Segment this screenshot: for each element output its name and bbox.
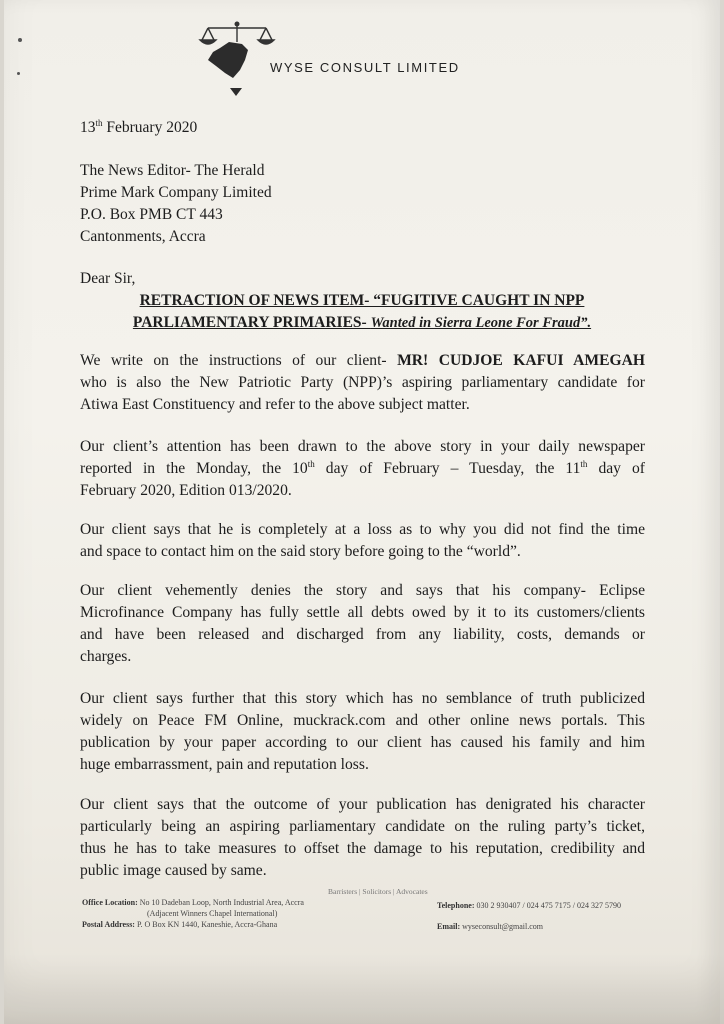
office-location: Office Location: No 10 Dadeban Loop, North Industrial Area, Accra <box>82 898 304 907</box>
punch-hole <box>18 38 22 42</box>
page-shadow <box>4 954 724 1024</box>
footer-tagline: Barristers | Solicitors | Advocates <box>328 887 428 896</box>
postal-address: Postal Address: P. O Box KN 1440, Kaneshie, Accra-Ghana <box>82 920 278 929</box>
paragraph: Our client’s attention has been drawn to the above story in your daily newspaper reported in the Monday, the 10th day of February – Tuesday, the 11th day of February 2020, Edition 013/2020. <box>80 438 645 499</box>
email: Email: wyseconsult@gmail.com <box>437 922 544 931</box>
paragraph: Our client vehemently denies the story and says that his company- Eclipse Microfinance Company has fully settle all debts owed by it to its customers/clients and have been released and discharged from any liability, costs, demands or charges. <box>80 582 645 665</box>
paragraph: Our client says that the outcome of your publication has denigrated his character particularly being an aspiring parliamentary candidate on the ruling party’s ticket, thus he has to take measures to offset the damage to his reputation, credibility and public image caused by same. <box>80 796 645 879</box>
salutation: Dear Sir, <box>80 270 136 287</box>
subject-line: RETRACTION OF NEWS ITEM- “FUGITIVE CAUGHT IN NPP <box>139 292 585 309</box>
recipient-line: P.O. Box PMB CT 443 <box>80 206 223 223</box>
office-location-note: (Adjacent Winners Chapel International) <box>147 909 278 918</box>
scales-of-justice-logo <box>196 20 278 100</box>
company-name: WYSE CONSULT LIMITED <box>270 60 460 75</box>
telephone: Telephone: 030 2 930407 / 024 475 7175 / 024 327 5790 <box>437 901 621 910</box>
recipient-line: The News Editor- The Herald <box>80 162 265 179</box>
recipient-line: Prime Mark Company Limited <box>80 184 272 201</box>
recipient-line: Cantonments, Accra <box>80 228 206 245</box>
paragraph: We write on the instructions of our client- MR! CUDJOE KAFUI AMEGAH who is also the New Patriotic Party (NPP)’s aspiring parliamentary candidate for Atiwa East Constituency and refer to the above subject matter. <box>80 352 646 413</box>
subject-line: PARLIAMENTARY PRIMARIES- Wanted in Sierra Leone For Fraud”. <box>132 314 592 331</box>
paragraph: Our client says further that this story which has no semblance of truth publicized widely on Peace FM Online, muckrack.com and other online news portals. This publication by your paper according to our client has caused his family and him huge embarrassment, pain and reputation loss. <box>80 690 645 773</box>
punch-hole <box>17 72 20 75</box>
letter-date: 13th February 2020 <box>80 118 198 136</box>
paragraph: Our client says that he is completely at a loss as to why you did not find the time and space to contact him on the said story before going to the “world”. <box>80 521 645 560</box>
